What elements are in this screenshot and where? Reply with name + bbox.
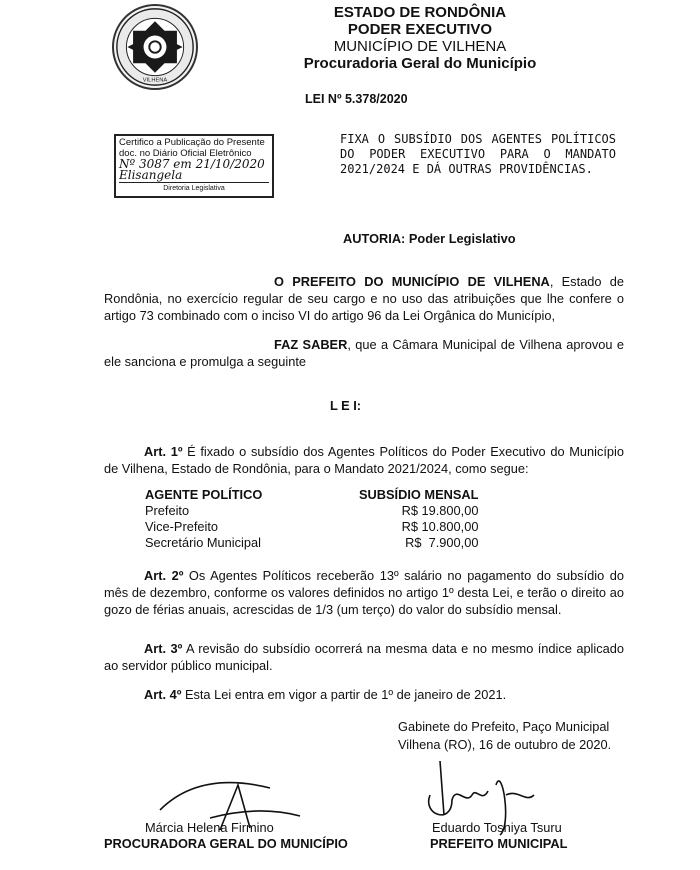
authorship: AUTORIA: Poder Legislativo — [343, 231, 516, 246]
table-cell-salary: R$ 7.900,00 — [405, 535, 479, 550]
closing-block — [398, 718, 611, 754]
closing-date: Vilhena (RO), 16 de outubro de 2020. — [398, 737, 612, 752]
header-state: ESTADO DE RONDÔNIA — [333, 4, 507, 21]
article-4 — [104, 686, 624, 703]
certificate-line-1: Certifico a Publicação do Presente — [119, 137, 265, 148]
article-2-text: Os Agentes Políticos receberão 13º salário no pagamento do subsídio do mês de dezembro, conforme os valores definidos no artigo 1º desta Lei, e terão o direito ao gozo de férias anuais, acrescidas de 1/3 (um terço) do valor do subsídio mensal. — [104, 568, 624, 617]
certificate-signature: Elisangela — [119, 168, 183, 182]
right-signatory-name: Eduardo Toshiya Tsuru — [432, 820, 562, 835]
right-signatory-title: PREFEITO MUNICIPAL — [430, 836, 568, 851]
table-row — [145, 519, 478, 535]
article-1-label: Art. 1º — [144, 444, 183, 459]
table-header-agent: AGENTE POLÍTICO — [145, 487, 263, 502]
municipal-seal-icon — [112, 4, 198, 90]
header-municipality: MUNICÍPIO DE VILHENA — [333, 38, 507, 55]
certificate-department: Diretoria Legislativa — [119, 182, 269, 194]
faz-saber-bold: FAZ SABER — [274, 337, 348, 352]
left-signatory-name: Márcia Helena Firmino — [145, 820, 274, 835]
seal-text: VILHENA — [142, 77, 168, 84]
certificate-line-2: doc. no Diário Oficial Eletrônico — [119, 148, 252, 159]
publication-certificate-stamp — [114, 134, 274, 198]
table-cell-agent: Secretário Municipal — [145, 535, 261, 550]
table-cell-agent: Prefeito — [145, 503, 190, 518]
article-3-text: A revisão do subsídio ocorrerá na mesma data e no mesmo índice aplicado ao servidor público municipal. — [104, 641, 624, 673]
preamble-bold: O PREFEITO DO MUNICÍPIO DE VILHENA — [274, 274, 550, 289]
article-1 — [104, 443, 624, 477]
closing-place: Gabinete do Prefeito, Paço Municipal — [398, 719, 610, 734]
left-signatory-title: PROCURADORA GERAL DO MUNICÍPIO — [104, 836, 348, 851]
faz-saber-paragraph — [104, 336, 624, 370]
header-office: Procuradoria Geral do Município — [303, 55, 537, 72]
header-power: PODER EXECUTIVO — [347, 21, 493, 38]
article-1-text: É fixado o subsídio dos Agentes Políticos do Poder Executivo do Município de Vilhena, Estado de Rondônia, para o Mandato 2021/2024, como segue: — [104, 444, 624, 476]
table-header-salary: SUBSÍDIO MENSAL — [359, 487, 479, 502]
preamble-text: , Estado de Rondônia, no exercício regular de seu cargo e no uso das atribuições que lhe confere o artigo 73 combinado com o inciso VI do artigo 96 da Lei Orgânica do Município, — [104, 274, 625, 323]
article-4-text: Esta Lei entra em vigor a partir de 1º de janeiro de 2021. — [181, 687, 507, 702]
table-header-row — [145, 487, 478, 503]
table-cell-agent: Vice-Prefeito — [145, 519, 219, 534]
article-3-label: Art. 3º — [144, 641, 183, 656]
article-3 — [104, 640, 624, 674]
law-number: LEI Nº 5.378/2020 — [305, 92, 408, 106]
certificate-line-3: Nº 3087 em 21/10/2020 — [119, 157, 265, 171]
table-cell-salary: R$ 10.800,00 — [401, 519, 479, 534]
salary-table — [145, 487, 478, 551]
article-4-label: Art. 4º — [144, 687, 182, 702]
faz-saber-text: , que a Câmara Municipal de Vilhena aprovou e ele sanciona e promulga a seguinte — [104, 337, 624, 369]
article-2 — [104, 567, 624, 618]
preamble-paragraph — [104, 273, 624, 324]
article-2-label: Art. 2º — [144, 568, 184, 583]
table-row — [145, 503, 478, 519]
law-summary: FIXA O SUBSÍDIO DOS AGENTES POLÍTICOS DO PODER EXECUTIVO PARA O MANDATO 2021/2024 E DÁ OUTRAS PROVIDÊNCIAS. — [340, 132, 616, 176]
table-row — [145, 535, 478, 551]
lei-heading: L E I: — [330, 398, 362, 413]
table-cell-salary: R$ 19.800,00 — [401, 503, 479, 518]
